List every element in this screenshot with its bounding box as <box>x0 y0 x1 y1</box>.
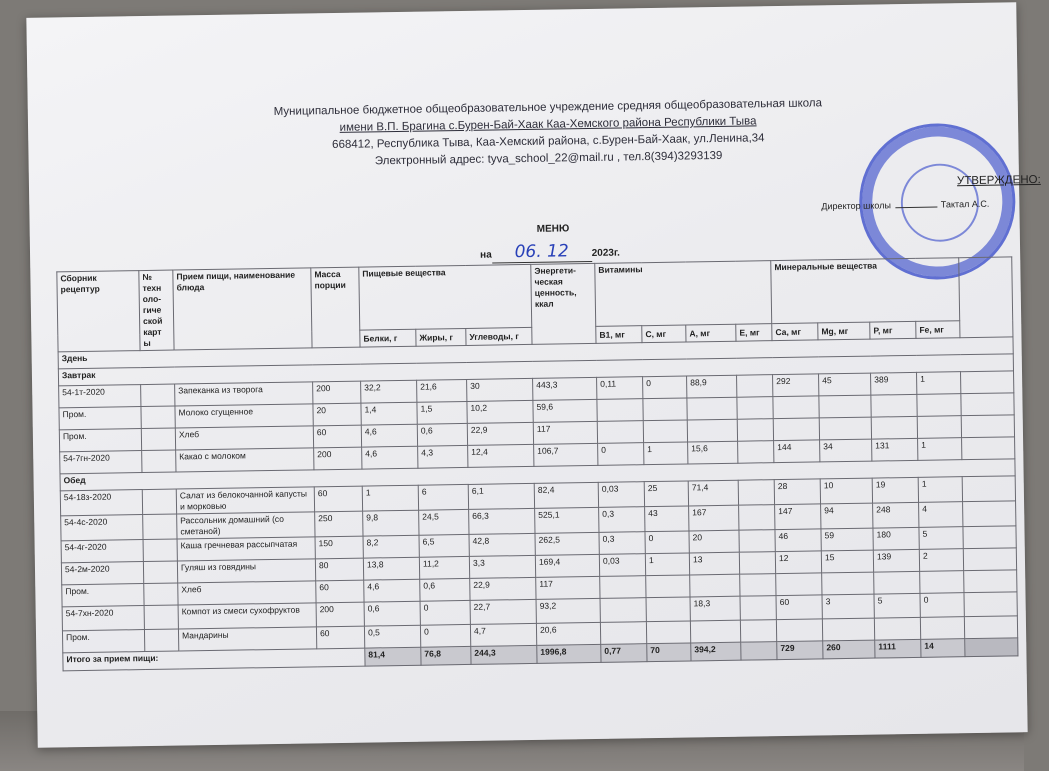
cell-e <box>740 574 776 597</box>
cell-kcal: 59,6 <box>533 399 597 422</box>
col-extra <box>959 257 1013 338</box>
cell-mg: 15 <box>821 550 873 573</box>
cell-p <box>871 394 917 417</box>
director-name: Тактал А.С. <box>940 198 990 210</box>
cell-c: 0 <box>645 531 689 554</box>
menu-date-line <box>480 241 620 264</box>
cell-e <box>740 620 776 643</box>
cell-prot: 0,6 <box>364 601 420 626</box>
header-line-1: Муниципальное бюджетное общеобразовательное учреждение средняя общеобразовательная школа <box>273 97 823 118</box>
col-ca: Са, мг <box>772 323 818 340</box>
total-ca: 729 <box>777 641 823 660</box>
cell-fat: 11,2 <box>419 556 469 579</box>
cell-p: 139 <box>873 549 919 572</box>
cell-carb: 6,1 <box>468 483 534 509</box>
col-mg: Mg, мг <box>818 322 870 339</box>
cell-a: 88,9 <box>687 375 737 398</box>
col-proteins: Белки, г <box>360 330 416 348</box>
cell-ca <box>773 418 819 441</box>
cell-b1 <box>597 399 643 422</box>
cell-empty <box>963 526 1016 549</box>
cell-empty <box>964 592 1017 617</box>
cell-fat: 21,6 <box>417 379 467 402</box>
cell-kcal: 93,2 <box>536 598 600 623</box>
cell-empty <box>963 548 1016 571</box>
col-collection: Сборник рецептур <box>57 271 140 352</box>
cell-carb: 22,9 <box>470 577 536 600</box>
cell-prot: 32,2 <box>361 380 417 403</box>
cell-mass: 80 <box>315 558 363 581</box>
cell-p: 180 <box>873 527 919 550</box>
lunch-rows <box>60 476 1018 653</box>
cell-empty <box>962 476 1015 502</box>
cell-b1: 0,3 <box>599 507 645 533</box>
cell-ca <box>776 573 822 596</box>
cell-carb: 10,2 <box>467 400 533 423</box>
cell-b1: 0,03 <box>598 482 644 508</box>
cell-a: 13 <box>689 552 739 575</box>
cell-b1: 0,11 <box>597 377 643 400</box>
cell-p <box>871 416 917 439</box>
cell-code: 54-4с-2020 <box>61 515 143 541</box>
cell-e <box>737 419 773 442</box>
cell-c: 25 <box>644 481 688 507</box>
cell-carb: 22,9 <box>467 422 533 445</box>
cell-mass: 60 <box>316 626 364 649</box>
cell-a <box>690 620 740 643</box>
director-label: Директор школы <box>821 200 891 212</box>
cell-kcal: 169,4 <box>535 554 599 577</box>
cell-name: Молоко сгущенное <box>175 404 313 428</box>
cell-fe <box>917 416 961 439</box>
cell-empty <box>962 437 1015 460</box>
cell-fe: 0 <box>920 593 964 618</box>
cell-p: 19 <box>872 477 918 503</box>
cell-empty <box>961 415 1014 438</box>
cell-mg <box>819 417 871 440</box>
breakfast-rows <box>59 371 1015 474</box>
col-meal: Прием пищи, наименование блюда <box>173 268 312 350</box>
cell-code: Пром. <box>59 429 141 452</box>
cell-ca: 28 <box>774 479 820 505</box>
cell-e <box>738 441 774 464</box>
cell-ca <box>773 396 819 419</box>
col-p: Р, мг <box>870 322 916 339</box>
col-energy: Энергети- ческая ценность, ккал <box>531 263 596 344</box>
cell-p <box>874 617 920 640</box>
cell-code: Пром. <box>59 407 141 430</box>
cell-name: Салат из белокочанной капусты и морковью <box>176 487 314 514</box>
cell-prot: 1,4 <box>361 402 417 425</box>
cell-empty <box>142 450 176 473</box>
col-e: Е, мг <box>736 324 772 341</box>
cell-a: 18,3 <box>690 596 740 621</box>
cell-prot: 0,5 <box>364 625 420 648</box>
col-a: А, мг <box>686 325 736 342</box>
cell-fat: 4,3 <box>418 445 468 468</box>
cell-mg <box>822 618 874 641</box>
cell-fat: 0 <box>420 600 470 625</box>
cell-b1 <box>600 576 646 599</box>
cell-empty <box>142 489 176 515</box>
cell-p: 5 <box>874 593 920 618</box>
cell-code: Пром. <box>62 584 144 607</box>
cell-carb: 30 <box>467 378 533 401</box>
cell-empty <box>961 393 1014 416</box>
cell-e <box>740 596 776 621</box>
col-fe: Fe, мг <box>916 321 960 338</box>
cell-mass: 200 <box>313 381 361 404</box>
cell-carb: 3,3 <box>469 555 535 578</box>
cell-ca: 12 <box>775 551 821 574</box>
cell-empty <box>141 384 175 407</box>
section-breakfast: Завтрак <box>58 354 1013 386</box>
cell-mass: 60 <box>313 425 361 448</box>
cell-c: 43 <box>645 506 689 532</box>
cell-fat: 0,6 <box>417 423 467 446</box>
cell-prot: 1 <box>362 485 418 511</box>
cell-empty <box>961 371 1014 394</box>
cell-empty <box>143 539 177 562</box>
cell-fe <box>917 394 961 417</box>
cell-ca: 46 <box>775 529 821 552</box>
cell-code: 54-7гн-2020 <box>60 451 142 474</box>
cell-empty <box>144 583 178 606</box>
cell-name: Гуляш из говядины <box>177 559 315 583</box>
cell-e <box>739 530 775 553</box>
cell-ca: 60 <box>776 595 822 620</box>
cell-c: 0 <box>643 376 687 399</box>
total-a: 394,2 <box>691 642 741 661</box>
cell-mg: 3 <box>822 594 874 619</box>
col-techcard: № техн оло- гиче ской карт ы <box>139 270 174 351</box>
cell-c: 1 <box>644 442 688 465</box>
col-b1: В1, мг <box>596 326 642 343</box>
cell-fat: 1,5 <box>417 401 467 424</box>
cell-kcal: 262,5 <box>535 532 599 555</box>
school-header <box>268 95 829 172</box>
cell-fat: 0 <box>420 624 470 647</box>
cell-empty <box>964 616 1017 639</box>
cell-b1: 0,3 <box>599 532 645 555</box>
cell-kcal: 117 <box>536 576 600 599</box>
cell-a <box>687 397 737 420</box>
cell-c: 1 <box>645 553 689 576</box>
cell-carb: 4,7 <box>470 623 536 646</box>
cell-carb: 22,7 <box>470 599 536 624</box>
date-prefix: на <box>480 249 492 261</box>
cell-fe: 1 <box>918 477 962 503</box>
cell-e <box>737 375 773 398</box>
cell-code: Пром. <box>62 630 144 653</box>
total-mg: 260 <box>823 640 875 659</box>
cell-p: 131 <box>872 438 918 461</box>
cell-fat: 6,5 <box>419 534 469 557</box>
cell-mg: 10 <box>820 478 872 504</box>
approved-label: УТВЕРЖДЕНО: <box>956 173 1041 188</box>
total-p: 1111 <box>875 639 921 658</box>
header-line-2: имени В.П. Брагина с.Бурен-Бай-Хаак Каа-Хемского района Республики Тыва <box>339 115 757 134</box>
cell-name: Запеканка из творога <box>175 382 313 406</box>
cell-fe: 1 <box>917 372 961 395</box>
cell-c <box>646 575 690 598</box>
cell-mass: 60 <box>316 580 364 603</box>
cell-fe: 2 <box>919 549 963 572</box>
col-mass: Масса порции <box>311 267 360 348</box>
cell-fe: 4 <box>919 502 963 528</box>
cell-a: 15,6 <box>688 441 738 464</box>
cell-kcal: 82,4 <box>534 482 598 508</box>
cell-mass: 20 <box>313 403 361 426</box>
cell-fat: 6 <box>418 484 468 510</box>
cell-mg: 94 <box>821 503 873 529</box>
cell-code: 54-7хн-2020 <box>62 606 144 631</box>
cell-fat: 0,6 <box>420 578 470 601</box>
cell-empty <box>143 561 177 584</box>
cell-carb: 66,3 <box>469 508 535 534</box>
cell-prot: 13,8 <box>363 557 419 580</box>
cell-carb: 12,4 <box>468 444 534 467</box>
cell-code: 54-4г-2020 <box>61 540 143 563</box>
cell-e <box>739 505 775 531</box>
cell-empty <box>143 514 177 540</box>
total-carbs: 244,3 <box>471 645 537 664</box>
cell-mass: 60 <box>314 486 362 512</box>
cell-code: 54-18з-2020 <box>60 490 142 516</box>
cell-ca: 144 <box>774 440 820 463</box>
col-vitamins: Витамины <box>595 261 772 327</box>
col-carbs: Углеводы, г <box>466 328 532 346</box>
cell-empty <box>144 605 178 630</box>
cell-c <box>646 621 690 644</box>
total-fats: 76,8 <box>421 646 471 665</box>
cell-empty <box>141 406 175 429</box>
cell-p: 248 <box>873 502 919 528</box>
cell-fe <box>920 571 964 594</box>
cell-mass: 200 <box>314 447 362 470</box>
cell-kcal: 525,1 <box>535 507 599 533</box>
cell-prot: 8,2 <box>363 535 419 558</box>
document-sheet <box>26 2 1041 747</box>
cell-mass: 150 <box>315 536 363 559</box>
total-e <box>741 642 777 661</box>
col-minerals: Минеральные вещества <box>771 258 960 324</box>
cell-name: Компот из смеси сухофруктов <box>178 603 316 629</box>
cell-empty <box>963 501 1016 527</box>
cell-name: Хлеб <box>178 581 316 605</box>
header-line-4: Электронный адрес: tyva_school_22@mail.ru , тел.8(394)3293139 <box>374 149 723 168</box>
cell-mg: 45 <box>819 373 871 396</box>
col-fats: Жиры, г <box>416 329 466 346</box>
cell-e <box>738 480 774 506</box>
cell-prot: 4,6 <box>361 424 417 447</box>
cell-code: 54-1т-2020 <box>59 385 141 408</box>
total-extra <box>965 638 1018 657</box>
cell-ca: 147 <box>775 504 821 530</box>
section-lunch: Обед <box>60 459 1015 491</box>
cell-b1 <box>597 421 643 444</box>
cell-b1 <box>600 622 646 645</box>
total-kcal: 1996,8 <box>537 644 601 663</box>
cell-code: 54-2м-2020 <box>61 562 143 585</box>
cell-mass: 250 <box>315 511 363 537</box>
cell-fe: 5 <box>919 527 963 550</box>
cell-kcal: 106,7 <box>534 443 598 466</box>
cell-e <box>739 552 775 575</box>
cell-p <box>874 571 920 594</box>
cell-ca <box>776 619 822 642</box>
section-day: Здень <box>58 337 1013 369</box>
date-suffix: 2023г. <box>591 247 620 259</box>
col-c: С, мг <box>642 325 686 342</box>
cell-b1: 0,03 <box>599 554 645 577</box>
total-c: 70 <box>647 643 691 662</box>
header-line-3: 668412, Республика Тыва, Каа-Хемский района, с.Бурен-Бай-Хаак, ул.Ленина,34 <box>332 132 765 152</box>
cell-mg: 59 <box>821 528 873 551</box>
cell-prot: 4,6 <box>362 446 418 469</box>
menu-title: МЕНЮ <box>536 223 570 235</box>
cell-mg: 34 <box>820 439 872 462</box>
cell-ca: 292 <box>773 374 819 397</box>
cell-c <box>643 398 687 421</box>
cell-prot: 4,6 <box>364 579 420 602</box>
cell-a: 167 <box>689 505 739 531</box>
total-b1: 0,77 <box>601 644 647 663</box>
cell-e <box>737 397 773 420</box>
cell-mass: 200 <box>316 602 364 627</box>
cell-a <box>690 574 740 597</box>
cell-fe: 1 <box>918 438 962 461</box>
cell-p: 389 <box>871 372 917 395</box>
total-fe: 14 <box>921 639 965 658</box>
cell-kcal: 117 <box>533 421 597 444</box>
cell-carb: 42,8 <box>469 533 535 556</box>
cell-a <box>687 419 737 442</box>
handwritten-date: 06. 12 <box>492 241 592 264</box>
total-proteins: 81,4 <box>365 647 421 666</box>
cell-name: Каша гречневая рассыпчатая <box>177 537 315 561</box>
total-label: Итого за прием пищи: <box>63 648 365 671</box>
cell-mg <box>822 572 874 595</box>
col-nutrients: Пищевые вещества <box>359 264 532 330</box>
cell-c <box>643 420 687 443</box>
cell-fat: 24,5 <box>419 509 469 535</box>
cell-kcal: 20,6 <box>536 622 600 645</box>
cell-b1: 0 <box>598 443 644 466</box>
cell-name: Рассольник домашний (со сметаной) <box>177 512 315 539</box>
cell-c <box>646 597 690 622</box>
cell-name: Какао с молоком <box>176 448 314 472</box>
menu-table <box>56 256 1018 671</box>
cell-name: Хлеб <box>175 426 313 450</box>
cell-kcal: 443,3 <box>533 377 597 400</box>
signature-blank <box>895 207 937 209</box>
cell-mg <box>819 395 871 418</box>
cell-empty <box>141 428 175 451</box>
cell-b1 <box>600 598 646 623</box>
cell-a: 71,4 <box>688 480 738 506</box>
cell-fe <box>920 617 964 640</box>
cell-empty <box>144 629 178 652</box>
cell-a: 20 <box>689 530 739 553</box>
cell-empty <box>964 570 1017 593</box>
cell-name: Мандарины <box>178 627 316 651</box>
cell-prot: 9,8 <box>363 510 419 536</box>
